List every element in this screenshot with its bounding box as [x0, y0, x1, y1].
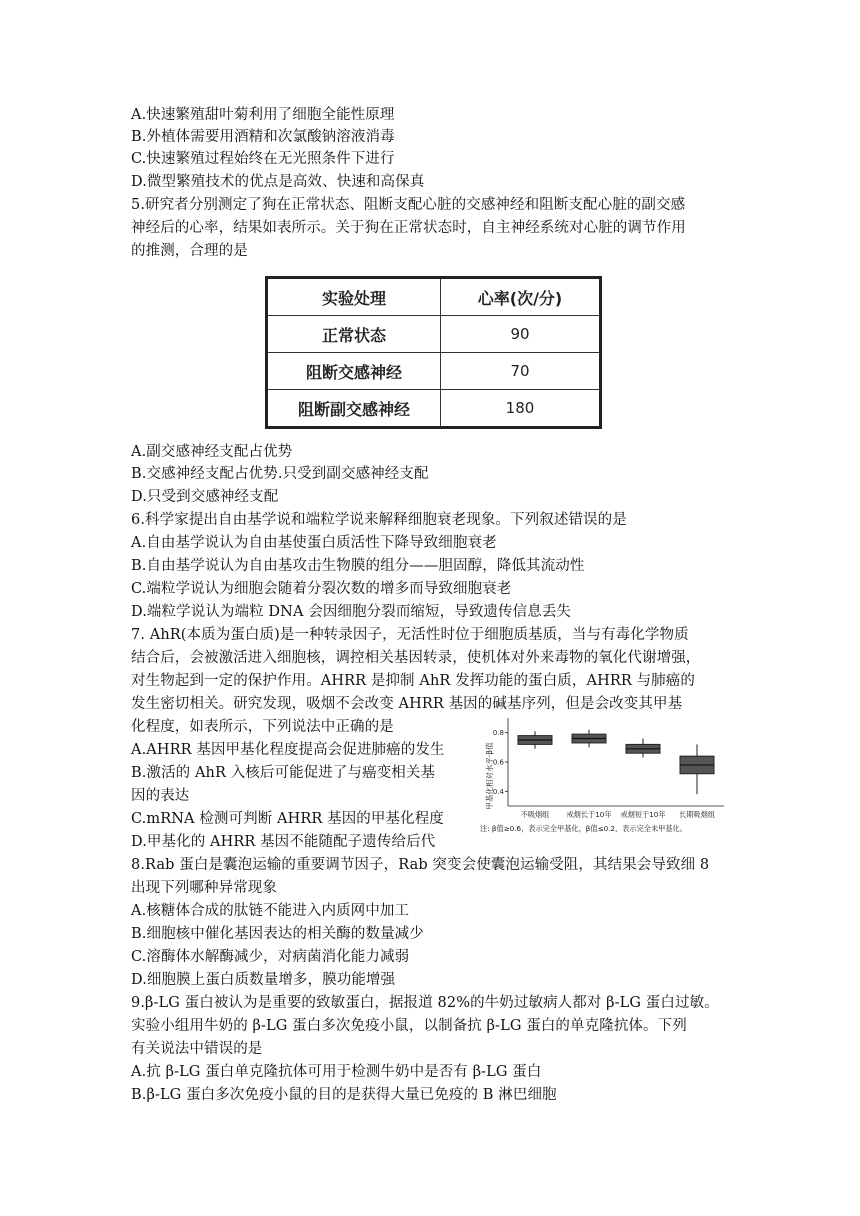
q4-option-d: D.微型繁殖技术的优点是高效、快速和高保真: [131, 174, 425, 190]
table-cell: 正常状态: [267, 316, 441, 353]
table-cell: 70: [441, 353, 601, 390]
q8-option-b: B.细胞核中催化基因表达的相关酶的数量减少: [131, 926, 424, 942]
q5-stem-line: 神经后的心率，结果如表所示。关于狗在正常状态时，自主神经系统对心脏的调节作用: [131, 220, 686, 236]
q7-stem-line: 对生物起到一定的保护作用。AHRR 是抑制 AhR 发挥功能的蛋白质，AHRR 与肺癌的: [131, 673, 695, 689]
table-cell: 阻断交感神经: [267, 353, 441, 390]
table-row: [267, 390, 601, 428]
q7-stem-line: 7. AhR(本质为蛋白质)是一种转录因子，无活性时位于细胞质基质，当与有毒化学物质: [131, 627, 689, 643]
q8-stem-line: 8.Rab 蛋白是囊泡运输的重要调节因子，Rab 突变会使囊泡运输受阻，其结果会导致细 8: [131, 857, 710, 873]
q9-option-a: A.抗 β-LG 蛋白单克隆抗体可用于检测牛奶中是否有 β-LG 蛋白: [131, 1064, 542, 1080]
x-tick-label: 长期吸烟组: [679, 810, 715, 819]
q9-option-b: B.β-LG 蛋白多次免疫小鼠的目的是获得大量已免疫的 B 淋巴细胞: [131, 1087, 557, 1103]
table-cell: 90: [441, 316, 601, 353]
q8-option-c: C.溶酶体水解酶减少，对病菌消化能力减弱: [131, 949, 410, 965]
q7-option-c: C.mRNA 检测可判断 AHRR 基因的甲基化程度: [131, 811, 444, 827]
q6-option-b: B.自由基学说认为自由基攻击生物膜的组分——胆固醇，降低其流动性: [131, 558, 585, 574]
q7-stem-line: 化程度，如表所示，下列说法中正确的是: [131, 719, 394, 735]
q4-option-b: B.外植体需要用酒精和次氯酸钠溶液消毒: [131, 129, 395, 145]
methylation-box-chart: [478, 714, 728, 836]
q8-stem-line: 出现下列哪种异常现象: [131, 880, 277, 896]
q7-option-a: A.AHRR 基因甲基化程度提高会促进肺癌的发生: [131, 742, 445, 758]
q8-option-a: A.核糖体合成的肽链不能进入内质网中加工: [131, 903, 410, 919]
table-row: [267, 316, 601, 353]
q4-option-c: C.快速繁殖过程始终在无光照条件下进行: [131, 151, 395, 167]
chart-note: 注: β值≥0.6，表示完全甲基化，β值≤0.2，表示完全未甲基化。: [480, 824, 687, 833]
table-cell: 180: [441, 390, 601, 428]
q5-stem-line: 的推测，合理的是: [131, 243, 248, 259]
q5-option-b: B.交感神经支配占优势.只受到副交感神经支配: [131, 466, 429, 482]
y-tick-label: 0.4: [492, 787, 504, 796]
q5-stem-line: 5.研究者分别测定了狗在正常状态、阻断支配心脏的交感神经和阻断支配心脏的副交感: [131, 197, 686, 213]
q7-option-d: D.甲基化的 AHRR 基因不能随配子遗传给后代: [131, 834, 436, 850]
q5-option-a: A.副交感神经支配占优势: [131, 444, 293, 460]
y-tick-label: 0.8: [492, 729, 504, 738]
x-tick-label: 戒烟短于10年: [620, 810, 666, 819]
q5-option-d: D.只受到交感神经支配: [131, 489, 279, 505]
y-tick-label: 0.6: [492, 758, 504, 767]
x-tick-label: 不吸烟组: [520, 810, 550, 819]
heart-rate-table: [265, 276, 602, 429]
q7-stem-line: 发生密切相关。研究发现，吸烟不会改变 AHRR 基因的碱基序列，但是会改变其甲基: [131, 696, 683, 712]
y-axis-label: 甲基化相对水平·β值: [485, 742, 494, 810]
q8-option-d: D.细胞膜上蛋白质数量增多，膜功能增强: [131, 972, 396, 988]
q9-stem-line: 实验小组用牛奶的 β-LG 蛋白多次免疫小鼠，以制备抗 β-LG 蛋白的单克隆抗体。下列: [131, 1018, 687, 1034]
x-tick-label: 戒烟长于10年: [566, 810, 612, 819]
table-row: [267, 353, 601, 390]
methylation-box-chart-svg: [478, 714, 728, 836]
q6-option-a: A.自由基学说认为自由基使蛋白质活性下降导致细胞衰老: [131, 535, 497, 551]
q4-option-a: A.快速繁殖甜叶菊利用了细胞全能性原理: [131, 107, 395, 123]
table-header-row: [267, 278, 601, 316]
q7-option-b: B.激活的 AhR 入核后可能促进了与癌变相关基: [131, 765, 436, 781]
table-header-cell: 实验处理: [267, 278, 441, 316]
table-cell: 阻断副交感神经: [267, 390, 441, 428]
q6-option-d: D.端粒学说认为端粒 DNA 会因细胞分裂而缩短，导致遗传信息丢失: [131, 604, 572, 620]
q6-option-c: C.端粒学说认为细胞会随着分裂次数的增多而导致细胞衰老: [131, 581, 512, 597]
q7-option-b-cont: 因的表达: [131, 788, 190, 804]
q6-stem: 6.科学家提出自由基学说和端粒学说来解释细胞衰老现象。下列叙述错误的是: [131, 512, 627, 528]
q9-stem-line: 9.β-LG 蛋白被认为是重要的致敏蛋白，据报道 82%的牛奶过敏病人都对 β-LG 蛋白过敏。: [131, 995, 719, 1011]
q9-stem-line: 有关说法中错误的是: [131, 1041, 263, 1057]
table-header-cell: 心率(次/分): [441, 278, 601, 316]
q7-stem-line: 结合后，会被激活进入细胞核，调控相关基因转录，使机体对外来毒物的氧化代谢增强，: [131, 650, 701, 666]
